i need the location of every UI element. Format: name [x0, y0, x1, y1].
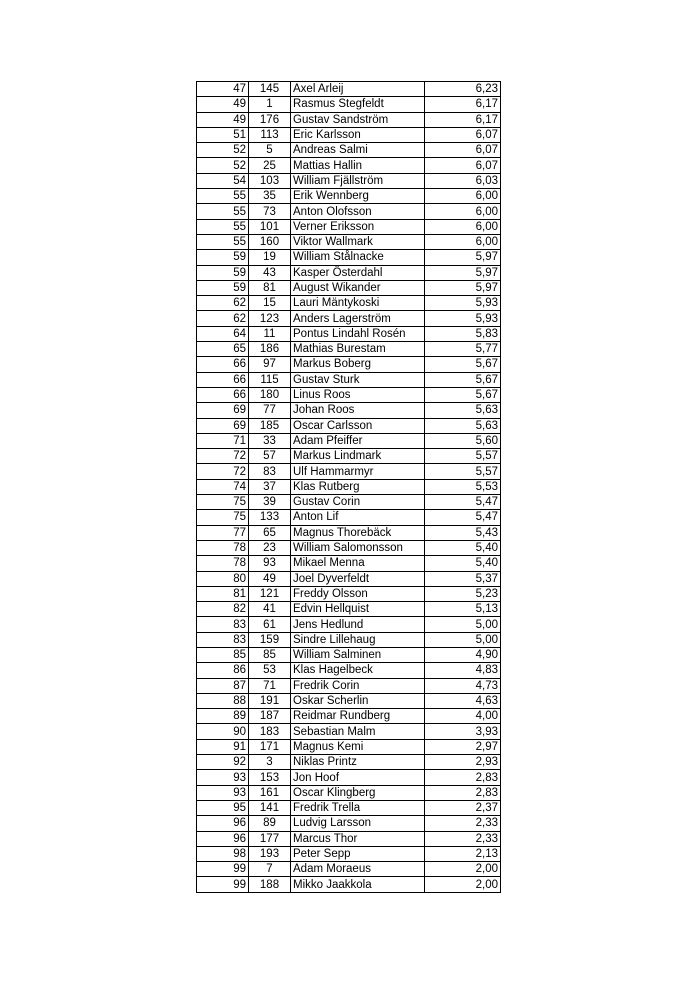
name-cell: Niklas Printz	[291, 755, 425, 770]
score-cell: 5,57	[425, 464, 501, 479]
number-cell: 193	[249, 846, 291, 861]
rank-cell: 47	[197, 82, 249, 97]
name-cell: Ludvig Larsson	[291, 816, 425, 831]
rank-cell: 55	[197, 204, 249, 219]
name-cell: William Salomonsson	[291, 540, 425, 555]
number-cell: 103	[249, 173, 291, 188]
name-cell: Joel Dyverfeldt	[291, 571, 425, 586]
table-row	[197, 479, 501, 494]
score-cell: 5,00	[425, 617, 501, 632]
number-cell: 121	[249, 586, 291, 601]
score-cell: 5,77	[425, 342, 501, 357]
name-cell: Erik Wennberg	[291, 189, 425, 204]
name-cell: Sebastian Malm	[291, 724, 425, 739]
score-cell: 5,93	[425, 296, 501, 311]
rank-cell: 90	[197, 724, 249, 739]
rank-cell: 66	[197, 387, 249, 402]
name-cell: Eric Karlsson	[291, 127, 425, 142]
score-cell: 5,40	[425, 540, 501, 555]
name-cell: Gustav Corin	[291, 495, 425, 510]
rank-cell: 52	[197, 143, 249, 158]
score-cell: 4,90	[425, 647, 501, 662]
table-row	[197, 372, 501, 387]
name-cell: Ulf Hammarmyr	[291, 464, 425, 479]
score-cell: 5,43	[425, 525, 501, 540]
number-cell: 133	[249, 510, 291, 525]
rank-cell: 65	[197, 342, 249, 357]
number-cell: 123	[249, 311, 291, 326]
rank-cell: 78	[197, 556, 249, 571]
table-row	[197, 342, 501, 357]
table-row	[197, 724, 501, 739]
name-cell: William Fjällström	[291, 173, 425, 188]
rank-cell: 92	[197, 755, 249, 770]
name-cell: Marcus Thor	[291, 831, 425, 846]
score-cell: 5,93	[425, 311, 501, 326]
table-row	[197, 464, 501, 479]
table-row	[197, 82, 501, 97]
rank-cell: 96	[197, 816, 249, 831]
score-cell: 2,93	[425, 755, 501, 770]
table-row	[197, 816, 501, 831]
table-row	[197, 265, 501, 280]
table-row	[197, 540, 501, 555]
number-cell: 7	[249, 862, 291, 877]
score-cell: 2,33	[425, 816, 501, 831]
rank-cell: 59	[197, 265, 249, 280]
name-cell: Jens Hedlund	[291, 617, 425, 632]
number-cell: 57	[249, 449, 291, 464]
table-row	[197, 418, 501, 433]
rank-cell: 55	[197, 219, 249, 234]
score-cell: 2,37	[425, 800, 501, 815]
score-cell: 5,63	[425, 418, 501, 433]
number-cell: 37	[249, 479, 291, 494]
number-cell: 23	[249, 540, 291, 555]
number-cell: 11	[249, 326, 291, 341]
score-cell: 3,93	[425, 724, 501, 739]
score-cell: 5,63	[425, 403, 501, 418]
table-row	[197, 204, 501, 219]
table-row	[197, 602, 501, 617]
name-cell: Adam Moraeus	[291, 862, 425, 877]
table-row	[197, 739, 501, 754]
rank-cell: 54	[197, 173, 249, 188]
number-cell: 188	[249, 877, 291, 892]
rank-cell: 72	[197, 464, 249, 479]
name-cell: Pontus Lindahl Rosén	[291, 326, 425, 341]
table-row	[197, 525, 501, 540]
rank-cell: 59	[197, 280, 249, 295]
number-cell: 177	[249, 831, 291, 846]
number-cell: 71	[249, 678, 291, 693]
table-row	[197, 296, 501, 311]
table-row	[197, 709, 501, 724]
table-row	[197, 785, 501, 800]
score-cell: 4,73	[425, 678, 501, 693]
name-cell: Peter Sepp	[291, 846, 425, 861]
score-cell: 4,00	[425, 709, 501, 724]
name-cell: Axel Arleij	[291, 82, 425, 97]
rank-cell: 93	[197, 785, 249, 800]
name-cell: Viktor Wallmark	[291, 234, 425, 249]
rank-cell: 99	[197, 862, 249, 877]
rank-cell: 72	[197, 449, 249, 464]
rank-cell: 74	[197, 479, 249, 494]
score-cell: 5,83	[425, 326, 501, 341]
rank-cell: 77	[197, 525, 249, 540]
score-cell: 5,40	[425, 556, 501, 571]
rank-cell: 62	[197, 296, 249, 311]
table-row	[197, 250, 501, 265]
number-cell: 93	[249, 556, 291, 571]
number-cell: 1	[249, 97, 291, 112]
table-row	[197, 433, 501, 448]
score-cell: 6,00	[425, 189, 501, 204]
number-cell: 61	[249, 617, 291, 632]
score-cell: 6,23	[425, 82, 501, 97]
number-cell: 191	[249, 693, 291, 708]
table-row	[197, 693, 501, 708]
rank-cell: 89	[197, 709, 249, 724]
number-cell: 35	[249, 189, 291, 204]
rank-cell: 55	[197, 234, 249, 249]
score-cell: 6,07	[425, 143, 501, 158]
number-cell: 186	[249, 342, 291, 357]
table-row	[197, 311, 501, 326]
name-cell: Jon Hoof	[291, 770, 425, 785]
table-row	[197, 678, 501, 693]
score-cell: 5,53	[425, 479, 501, 494]
number-cell: 141	[249, 800, 291, 815]
rank-cell: 66	[197, 372, 249, 387]
table-row	[197, 632, 501, 647]
name-cell: Fredrik Corin	[291, 678, 425, 693]
table-row	[197, 663, 501, 678]
table-row	[197, 831, 501, 846]
number-cell: 77	[249, 403, 291, 418]
rank-cell: 55	[197, 189, 249, 204]
score-cell: 6,17	[425, 97, 501, 112]
table-row	[197, 219, 501, 234]
name-cell: Markus Lindmark	[291, 449, 425, 464]
number-cell: 53	[249, 663, 291, 678]
table-row	[197, 800, 501, 815]
rank-cell: 80	[197, 571, 249, 586]
rank-cell: 64	[197, 326, 249, 341]
number-cell: 187	[249, 709, 291, 724]
score-cell: 5,13	[425, 602, 501, 617]
name-cell: August Wikander	[291, 280, 425, 295]
name-cell: Anton Olofsson	[291, 204, 425, 219]
name-cell: Gustav Sturk	[291, 372, 425, 387]
table-row	[197, 97, 501, 112]
number-cell: 25	[249, 158, 291, 173]
name-cell: Edvin Hellquist	[291, 602, 425, 617]
score-cell: 2,83	[425, 785, 501, 800]
rank-cell: 66	[197, 357, 249, 372]
score-cell: 5,97	[425, 280, 501, 295]
name-cell: Magnus Kemi	[291, 739, 425, 754]
name-cell: Rasmus Stegfeldt	[291, 97, 425, 112]
number-cell: 113	[249, 127, 291, 142]
rank-cell: 93	[197, 770, 249, 785]
table-row	[197, 586, 501, 601]
score-cell: 5,37	[425, 571, 501, 586]
results-table-body	[197, 82, 501, 893]
score-cell: 2,97	[425, 739, 501, 754]
name-cell: Magnus Thorebäck	[291, 525, 425, 540]
score-cell: 6,00	[425, 204, 501, 219]
rank-cell: 69	[197, 403, 249, 418]
number-cell: 183	[249, 724, 291, 739]
score-cell: 4,83	[425, 663, 501, 678]
rank-cell: 85	[197, 647, 249, 662]
number-cell: 43	[249, 265, 291, 280]
number-cell: 5	[249, 143, 291, 158]
rank-cell: 78	[197, 540, 249, 555]
table-row	[197, 158, 501, 173]
rank-cell: 86	[197, 663, 249, 678]
rank-cell: 62	[197, 311, 249, 326]
table-row	[197, 280, 501, 295]
table-row	[197, 510, 501, 525]
score-cell: 5,97	[425, 265, 501, 280]
table-row	[197, 173, 501, 188]
number-cell: 41	[249, 602, 291, 617]
score-cell: 5,97	[425, 250, 501, 265]
score-cell: 5,60	[425, 433, 501, 448]
score-cell: 6,00	[425, 234, 501, 249]
score-cell: 5,47	[425, 510, 501, 525]
name-cell: Reidmar Rundberg	[291, 709, 425, 724]
name-cell: William Stålnacke	[291, 250, 425, 265]
name-cell: Verner Eriksson	[291, 219, 425, 234]
number-cell: 85	[249, 647, 291, 662]
number-cell: 73	[249, 204, 291, 219]
name-cell: Kasper Österdahl	[291, 265, 425, 280]
score-cell: 6,03	[425, 173, 501, 188]
table-row	[197, 770, 501, 785]
rank-cell: 75	[197, 510, 249, 525]
name-cell: Oscar Carlsson	[291, 418, 425, 433]
number-cell: 97	[249, 357, 291, 372]
score-cell: 2,00	[425, 862, 501, 877]
number-cell: 49	[249, 571, 291, 586]
number-cell: 39	[249, 495, 291, 510]
name-cell: Klas Rutberg	[291, 479, 425, 494]
name-cell: Fredrik Trella	[291, 800, 425, 815]
table-row	[197, 326, 501, 341]
name-cell: Johan Roos	[291, 403, 425, 418]
table-row	[197, 862, 501, 877]
name-cell: Lauri Mäntykoski	[291, 296, 425, 311]
score-cell: 6,07	[425, 127, 501, 142]
name-cell: Andreas Salmi	[291, 143, 425, 158]
rank-cell: 99	[197, 877, 249, 892]
name-cell: Oscar Klingberg	[291, 785, 425, 800]
name-cell: Mathias Burestam	[291, 342, 425, 357]
score-cell: 5,67	[425, 357, 501, 372]
score-cell: 6,00	[425, 219, 501, 234]
name-cell: Anton Lif	[291, 510, 425, 525]
score-cell: 6,07	[425, 158, 501, 173]
rank-cell: 59	[197, 250, 249, 265]
rank-cell: 83	[197, 632, 249, 647]
table-row	[197, 755, 501, 770]
table-row	[197, 877, 501, 892]
number-cell: 185	[249, 418, 291, 433]
name-cell: Mikael Menna	[291, 556, 425, 571]
table-row	[197, 387, 501, 402]
name-cell: Klas Hagelbeck	[291, 663, 425, 678]
table-row	[197, 127, 501, 142]
score-cell: 2,13	[425, 846, 501, 861]
number-cell: 15	[249, 296, 291, 311]
name-cell: Mikko Jaakkola	[291, 877, 425, 892]
name-cell: Sindre Lillehaug	[291, 632, 425, 647]
number-cell: 81	[249, 280, 291, 295]
table-row	[197, 234, 501, 249]
rank-cell: 87	[197, 678, 249, 693]
number-cell: 83	[249, 464, 291, 479]
table-row	[197, 571, 501, 586]
score-cell: 5,57	[425, 449, 501, 464]
number-cell: 145	[249, 82, 291, 97]
rank-cell: 91	[197, 739, 249, 754]
name-cell: Oskar Scherlin	[291, 693, 425, 708]
table-row	[197, 617, 501, 632]
table-row	[197, 449, 501, 464]
table-row	[197, 846, 501, 861]
number-cell: 171	[249, 739, 291, 754]
table-row	[197, 403, 501, 418]
table-row	[197, 112, 501, 127]
table-row	[197, 495, 501, 510]
name-cell: Adam Pfeiffer	[291, 433, 425, 448]
number-cell: 176	[249, 112, 291, 127]
name-cell: Anders Lagerström	[291, 311, 425, 326]
score-cell: 2,83	[425, 770, 501, 785]
number-cell: 153	[249, 770, 291, 785]
score-cell: 5,47	[425, 495, 501, 510]
name-cell: Markus Boberg	[291, 357, 425, 372]
number-cell: 33	[249, 433, 291, 448]
rank-cell: 96	[197, 831, 249, 846]
rank-cell: 49	[197, 112, 249, 127]
rank-cell: 52	[197, 158, 249, 173]
number-cell: 101	[249, 219, 291, 234]
name-cell: Freddy Olsson	[291, 586, 425, 601]
table-row	[197, 647, 501, 662]
table-row	[197, 189, 501, 204]
name-cell: William Salminen	[291, 647, 425, 662]
rank-cell: 82	[197, 602, 249, 617]
name-cell: Mattias Hallin	[291, 158, 425, 173]
results-table	[196, 81, 501, 893]
number-cell: 65	[249, 525, 291, 540]
score-cell: 2,33	[425, 831, 501, 846]
table-row	[197, 357, 501, 372]
rank-cell: 69	[197, 418, 249, 433]
score-cell: 5,67	[425, 387, 501, 402]
number-cell: 161	[249, 785, 291, 800]
number-cell: 19	[249, 250, 291, 265]
rank-cell: 88	[197, 693, 249, 708]
name-cell: Gustav Sandström	[291, 112, 425, 127]
score-cell: 5,23	[425, 586, 501, 601]
number-cell: 180	[249, 387, 291, 402]
rank-cell: 83	[197, 617, 249, 632]
number-cell: 3	[249, 755, 291, 770]
rank-cell: 95	[197, 800, 249, 815]
rank-cell: 75	[197, 495, 249, 510]
rank-cell: 49	[197, 97, 249, 112]
score-cell: 2,00	[425, 877, 501, 892]
rank-cell: 81	[197, 586, 249, 601]
table-row	[197, 143, 501, 158]
number-cell: 160	[249, 234, 291, 249]
score-cell: 5,67	[425, 372, 501, 387]
table-row	[197, 556, 501, 571]
number-cell: 115	[249, 372, 291, 387]
score-cell: 4,63	[425, 693, 501, 708]
name-cell: Linus Roos	[291, 387, 425, 402]
score-cell: 5,00	[425, 632, 501, 647]
rank-cell: 98	[197, 846, 249, 861]
score-cell: 6,17	[425, 112, 501, 127]
rank-cell: 71	[197, 433, 249, 448]
rank-cell: 51	[197, 127, 249, 142]
number-cell: 159	[249, 632, 291, 647]
number-cell: 89	[249, 816, 291, 831]
